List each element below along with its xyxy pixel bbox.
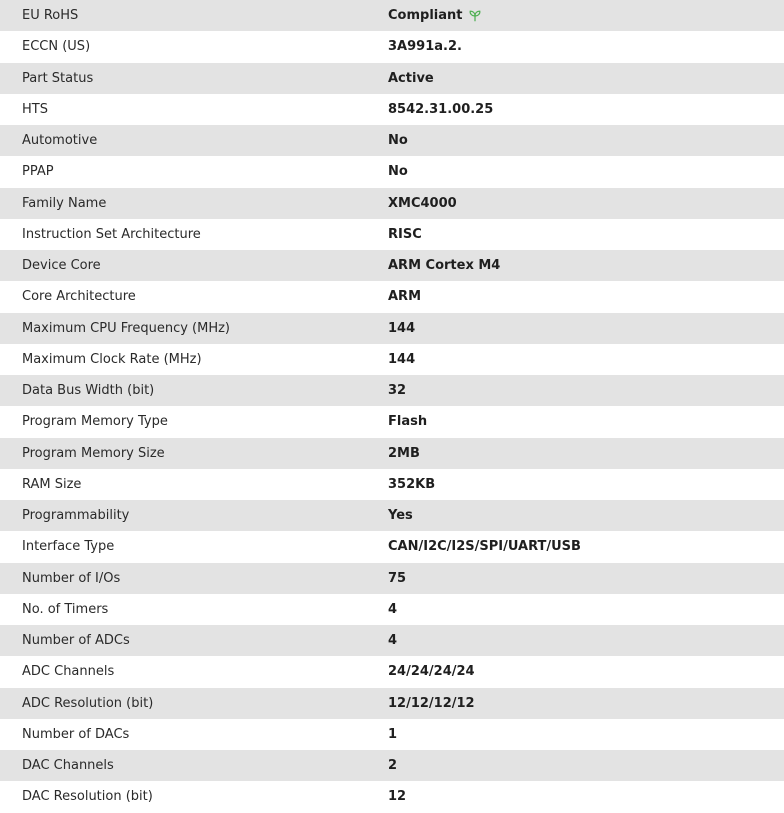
spec-row-number-of-adcs [0, 625, 784, 656]
spec-row-core-architecture [0, 281, 784, 312]
spec-label: ADC Resolution (bit) [22, 695, 154, 711]
spec-label: Maximum CPU Frequency (MHz) [22, 320, 230, 336]
spec-row-adc-resolution [0, 688, 784, 719]
spec-label: HTS [22, 101, 48, 117]
spec-label: DAC Resolution (bit) [22, 789, 153, 805]
spec-row-part-status [0, 63, 784, 94]
spec-row-max-cpu-frequency [0, 313, 784, 344]
spec-row-eccn [0, 31, 784, 62]
spec-label: Number of I/Os [22, 570, 121, 586]
spec-label: Maximum Clock Rate (MHz) [22, 351, 202, 367]
spec-row-number-of-dacs [0, 719, 784, 750]
spec-label: Device Core [22, 258, 101, 274]
spec-row-no-of-timers [0, 594, 784, 625]
spec-row-ram-size [0, 469, 784, 500]
spec-row-data-bus-width [0, 375, 784, 406]
spec-label: Interface Type [22, 539, 115, 555]
spec-label: ECCN (US) [22, 39, 91, 55]
spec-value: 352KB [388, 476, 436, 492]
spec-value: CAN/I2C/I2S/SPI/UART/USB [388, 539, 581, 555]
spec-label: Programmability [22, 508, 130, 524]
spec-row-adc-channels [0, 656, 784, 687]
spec-label: Core Architecture [22, 289, 136, 305]
spec-row-max-clock-rate [0, 344, 784, 375]
spec-label: ADC Channels [22, 664, 115, 680]
spec-label: EU RoHS [22, 8, 79, 24]
spec-value: RISC [388, 226, 422, 242]
spec-value: 4 [388, 601, 398, 617]
spec-value: 8542.31.00.25 [388, 101, 494, 117]
spec-value: 144 [388, 320, 416, 336]
spec-row-device-core [0, 250, 784, 281]
spec-label: Program Memory Type [22, 414, 168, 430]
spec-label: DAC Channels [22, 758, 114, 774]
spec-label: Automotive [22, 133, 98, 149]
spec-value: 2MB [388, 445, 420, 461]
spec-value: 12 [388, 789, 407, 805]
spec-value: Active [388, 70, 434, 86]
spec-row-isa [0, 219, 784, 250]
spec-row-dac-resolution [0, 781, 784, 812]
spec-row-program-memory-size [0, 438, 784, 469]
spec-label: Part Status [22, 70, 94, 86]
spec-value: 75 [388, 570, 407, 586]
spec-value-container [388, 8, 784, 23]
spec-row-family-name [0, 188, 784, 219]
spec-label: PPAP [22, 164, 54, 180]
spec-label: Family Name [22, 195, 107, 211]
spec-value: ARM [388, 289, 422, 305]
spec-label: Program Memory Size [22, 445, 165, 461]
spec-value: Yes [388, 508, 413, 524]
spec-value: 4 [388, 633, 398, 649]
spec-label: No. of Timers [22, 601, 109, 617]
spec-label: Number of DACs [22, 726, 130, 742]
spec-value: XMC4000 [388, 195, 457, 211]
spec-row-number-of-ios [0, 563, 784, 594]
spec-value: Flash [388, 414, 428, 430]
spec-value: No [388, 164, 408, 180]
spec-value: 2 [388, 758, 398, 774]
spec-value: 24/24/24/24 [388, 664, 475, 680]
spec-value: ARM Cortex M4 [388, 258, 501, 274]
spec-value: 3A991a.2. [388, 39, 462, 55]
spec-row-eu-rohs [0, 0, 784, 31]
spec-value: 144 [388, 351, 416, 367]
spec-label: Instruction Set Architecture [22, 226, 201, 242]
spec-row-programmability [0, 500, 784, 531]
spec-row-program-memory-type [0, 406, 784, 437]
spec-row-ppap [0, 156, 784, 187]
leaf-icon [468, 9, 482, 23]
spec-row-dac-channels [0, 750, 784, 781]
spec-value: Compliant [388, 8, 463, 24]
spec-value: 12/12/12/12 [388, 695, 475, 711]
spec-row-automotive [0, 125, 784, 156]
spec-label: RAM Size [22, 476, 82, 492]
spec-row-hts [0, 94, 784, 125]
spec-label: Number of ADCs [22, 633, 130, 649]
spec-value: 1 [388, 726, 398, 742]
spec-row-interface-type [0, 531, 784, 562]
spec-value: No [388, 133, 408, 149]
spec-value: 32 [388, 383, 407, 399]
spec-label: Data Bus Width (bit) [22, 383, 155, 399]
